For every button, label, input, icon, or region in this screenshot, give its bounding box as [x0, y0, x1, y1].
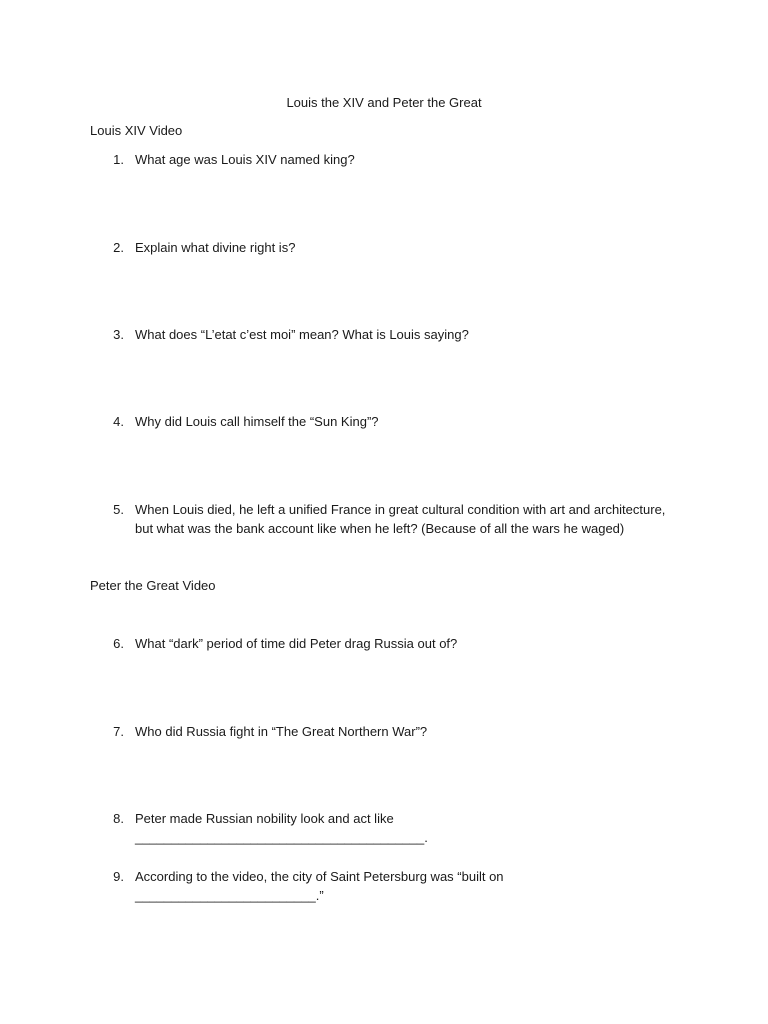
question-number: 2.: [113, 240, 124, 255]
section-heading-peter: Peter the Great Video: [90, 578, 216, 593]
question-text: What age was Louis XIV named king?: [135, 152, 355, 167]
question-number: 3.: [113, 327, 124, 342]
question-number: 5.: [113, 502, 124, 517]
question-number: 7.: [113, 724, 124, 739]
page-title: Louis the XIV and Peter the Great: [286, 95, 482, 110]
question-text: What does “L’etat c’est moi” mean? What is Louis saying?: [135, 327, 469, 342]
section-heading-louis: Louis XIV Video: [90, 123, 183, 138]
question-number: 1.: [113, 152, 124, 167]
question-number: 9.: [113, 869, 124, 884]
question-text: Why did Louis call himself the “Sun King”?: [135, 414, 379, 429]
question-number: 8.: [113, 811, 124, 826]
question-number: 4.: [113, 414, 124, 429]
question-text: Who did Russia fight in “The Great Northern War”?: [135, 724, 428, 739]
question-text: What “dark” period of time did Peter drag Russia out of?: [135, 636, 458, 651]
question-text: Peter made Russian nobility look and act like ________________________________________.: [135, 811, 428, 845]
question-text: When Louis died, he left a unified France in great cultural condition with art and architecture, but what was the bank account like when he left? (Because of all the wars he waged): [135, 502, 666, 536]
question-text: Explain what divine right is?: [135, 240, 296, 255]
question-number: 6.: [113, 636, 124, 651]
question-text: According to the video, the city of Saint Petersburg was “built on _________________________.”: [135, 869, 508, 903]
